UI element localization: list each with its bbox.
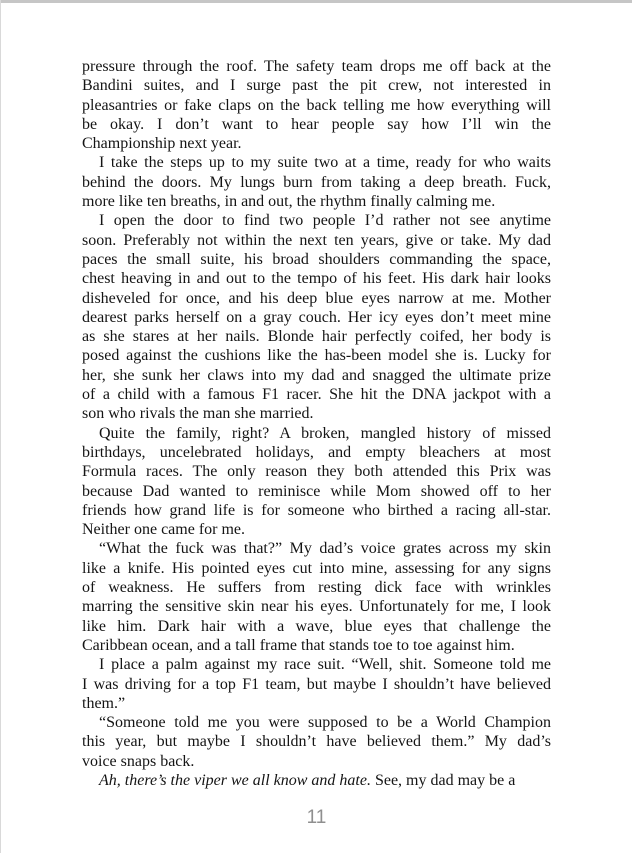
text-line: “Someone told me you were supposed to be a World Champion [99,714,551,732]
text-line: more like ten breaths, in and out, the rhythm finally calming me. [82,193,496,211]
text-line: marring the sensitive skin near his eyes. Unfortunately for me, I look [82,598,551,616]
text-line: I open the door to find two people I’d rather not see anytime [99,212,551,230]
italic-text: Ah, there’s the viper we all know and hate. [99,771,371,789]
text-line: “What the fuck was that?” My dad’s voice grates across my skin [99,540,551,558]
paragraph [82,655,551,713]
paragraph [82,539,551,655]
text-line: I take the steps up to my suite two at a time, ready for who waits [99,154,551,172]
paragraph [82,57,551,153]
text-line: behind the doors. My lungs burn from taking a deep breath. Fuck, [82,173,551,191]
text-line: them.” [82,694,126,712]
paragraph [82,771,551,790]
paragraph [82,211,551,423]
text-line: be okay. I don’t want to hear people say how I’ll win the [82,115,551,133]
text-line: this year, but maybe I shouldn’t have believed them.” My dad’s [82,733,551,751]
paragraph [82,713,551,771]
text-line: of a child with a famous F1 racer. She hit the DNA jackpot with a [82,386,551,404]
text-line: of weakness. He suffers from resting dick face with wrinkles [82,579,551,597]
text-line: because Dad wanted to reminisce while Mom showed off to her [82,482,551,500]
text-line: dearest parks herself on a gray couch. Her icy eyes don’t meet mine [82,308,551,326]
text-line: Championship next year. [82,135,242,153]
text-line: Bandini suites, and I surge past the pit crew, not interested in [82,77,551,95]
text-line: Quite the family, right? A broken, mangled history of missed [99,424,551,442]
text-line: chest heaving in and out to the tempo of his feet. His dark hair looks [82,270,551,288]
text-line: I place a palm against my race suit. “Well, shit. Someone told me [99,656,551,674]
text-line: Formula races. The only reason they both attended this Prix was [82,463,551,481]
text-line: I was driving for a top F1 team, but maybe I shouldn’t have believed [82,675,551,693]
text-line: pleasantries or fake claps on the back telling me how everything will [82,96,551,114]
paragraph [82,153,551,211]
text-line: her, she sunk her claws into my dad and snagged the ultimate prize [82,366,551,384]
text-line: as she stares at her nails. Blonde hair perfectly coifed, her body is [82,328,551,346]
book-page-content [82,57,551,790]
regular-text: See, my dad may be a [370,771,516,789]
text-line: birthdays, uncelebrated holidays, and empty bleachers at most [82,443,551,461]
text-line: like a knife. His pointed eyes cut into mine, assessing for any signs [82,559,551,577]
text-line: son who rivals the man she married. [82,405,314,423]
text-line [82,771,551,790]
paragraph [82,424,551,540]
text-line: friends how grand life is for someone who birthed a racing all-star. [82,501,551,519]
text-line: Neither one came for me. [82,521,246,539]
text-line: pressure through the roof. The safety team drops me off back at the [82,58,551,75]
page-number: 11 [306,807,327,828]
text-line: posed against the cushions like the has-been model she is. Lucky for [82,347,551,365]
text-line: voice snaps back. [82,752,195,770]
text-line: like him. Dark hair with a wave, blue eyes that challenge the [82,617,551,635]
text-line: soon. Preferably not within the next ten years, give or take. My dad [82,231,551,249]
text-line: Caribbean ocean, and a tall frame that stands toe to toe against him. [82,636,515,654]
text-line: disheveled for once, and his deep blue eyes narrow at me. Mother [82,289,551,307]
text-line: paces the small suite, his broad shoulders commanding the space, [82,250,551,268]
